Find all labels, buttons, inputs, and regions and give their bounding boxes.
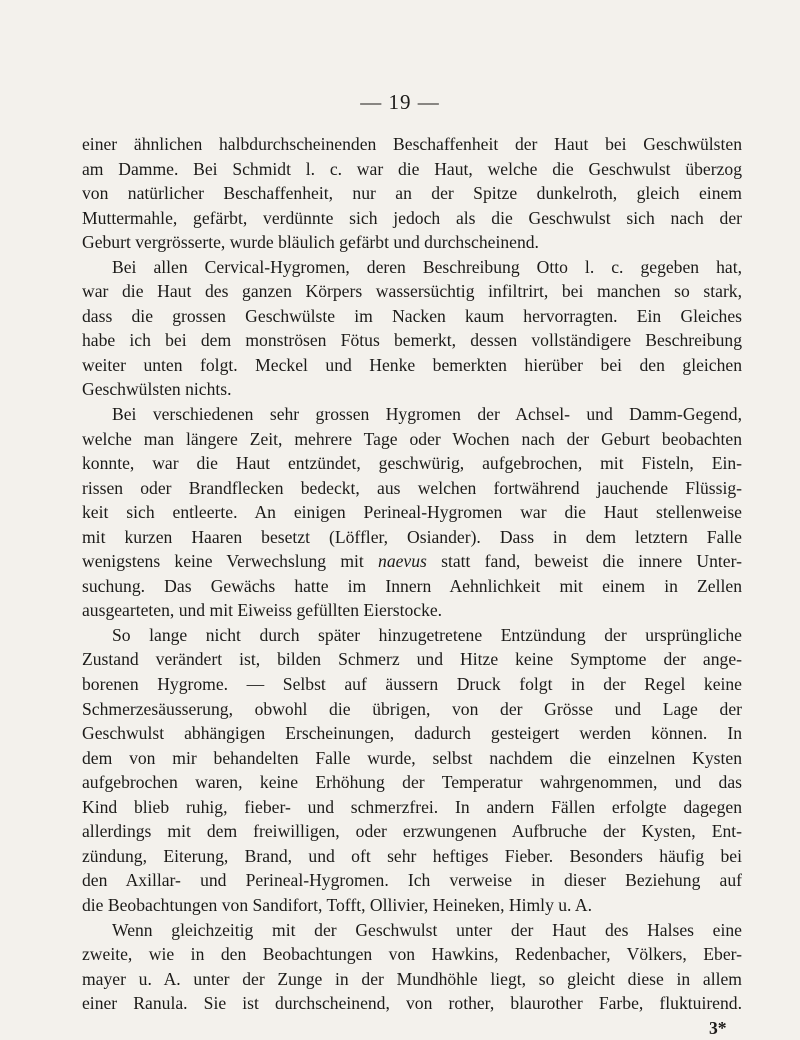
signature-mark: 3* (709, 1017, 727, 1038)
text-line: die Beobachtungen von Sandifort, Tofft, Ollivier, Heineken, Himly u. A. (82, 894, 592, 915)
text-line: Wenn gleichzeitig mit der Geschwulst unter der Haut des Halses eine (112, 919, 742, 940)
text-line: rissen oder Brandflecken bedeckt, aus welchen fortwährend jauchende Flüssig- (82, 477, 742, 498)
text-line: am Damme. Bei Schmidt l. c. war die Haut, welche die Geschwulst überzog (82, 158, 742, 179)
text-line: konnte, war die Haut entzündet, geschwürig, aufgebrochen, mit Fisteln, Ein- (82, 453, 742, 474)
italic-term: naevus (378, 551, 427, 572)
text-line: dass die grossen Geschwülste im Nacken kaum hervorragten. Ein Gleiches (82, 305, 742, 326)
text-line: einer ähnlichen halbdurchscheinenden Beschaffenheit der Haut bei Geschwülsten (82, 134, 742, 154)
text-line: Bei allen Cervical-Hygromen, deren Beschreibung Otto l. c. gegeben hat, (112, 256, 742, 277)
text-line: weiter unten folgt. Meckel und Henke bemerkten hierüber bei den gleichen (82, 354, 742, 375)
text-line: zweite, wie in den Beobachtungen von Hawkins, Redenbacher, Völkers, Eber- (82, 944, 742, 965)
text-line: war die Haut des ganzen Körpers wassersüchtig infiltrirt, bei manchen so stark, (82, 281, 742, 302)
text-line: mayer u. A. unter der Zunge in der Mundhöhle liegt, so gleicht diese in allem (82, 968, 742, 989)
text-segment: statt fand, beweist die innere Unter- (426, 551, 742, 572)
text-line: Geschwülsten nichts. (82, 379, 232, 400)
text-line: einer Ranula. Sie ist durchscheinend, von rother, blaurother Farbe, fluktuirend. (82, 993, 742, 1014)
text-line: Geburt vergrösserte, wurde bläulich gefärbt und durchscheinend. (82, 232, 539, 253)
text-line: Bei verschiedenen sehr grossen Hygromen der Achsel- und Damm-Gegend, (112, 404, 742, 425)
text-line: borenen Hygrome. — Selbst auf äussern Druck folgt in der Regel keine (82, 674, 742, 695)
text-line: dem von mir behandelten Falle wurde, selbst nachdem die einzelnen Kysten (82, 747, 742, 768)
text-line: ausgearteten, und mit Eiweiss gefüllten Eierstocke. (82, 600, 443, 621)
text-line: habe ich bei dem monströsen Fötus bemerkt, dessen vollständigere Beschreibung (82, 330, 742, 351)
text-line: Zustand verändert ist, bilden Schmerz und Hitze keine Symptome der ange- (82, 649, 742, 670)
text-line: Geschwulst abhängigen Erscheinungen, dadurch gesteigert werden können. In (82, 723, 742, 744)
text-line: Kind blieb ruhig, fieber- und schmerzfrei. In andern Fällen erfolgte dagegen (82, 796, 742, 817)
text-line: allerdings mit dem freiwilligen, oder erzwungenen Aufbruche der Kysten, Ent- (82, 821, 742, 842)
text-line: welche man längere Zeit, mehrere Tage oder Wochen nach der Geburt beobachten (82, 428, 742, 449)
page-number: — 19 — (360, 90, 440, 114)
text-line: keit sich entleerte. An einigen Perineal-Hygromen war die Haut stellenweise (82, 502, 742, 523)
text-line: Schmerzesäusserung, obwohl die übrigen, von der Grösse und Lage der (82, 698, 742, 719)
text-line-with-italic (82, 549, 742, 574)
text-line: mit kurzen Haaren besetzt (Löffler, Osiander). Dass in dem letztern Falle (82, 526, 742, 547)
text-line: von natürlicher Beschaffenheit, nur an der Spitze dunkelroth, gleich einem (82, 183, 742, 204)
text-line: zündung, Eiterung, Brand, und oft sehr heftiges Fieber. Besonders häufig bei (82, 845, 742, 866)
text-line: den Axillar- und Perineal-Hygromen. Ich verweise in dieser Beziehung auf (82, 870, 742, 891)
text-line: So lange nicht durch später hinzugetretene Entzündung der ursprüngliche (112, 624, 742, 645)
text-line: suchung. Das Gewächs hatte im Innern Aehnlichkeit mit einem in Zellen (82, 575, 742, 596)
body-text (82, 132, 742, 1040)
text-line: aufgebrochen waren, keine Erhöhung der Temperatur wahrgenommen, und das (82, 772, 742, 793)
text-line: Muttermahle, gefärbt, verdünnte sich jedoch als die Geschwulst sich nach der (82, 207, 742, 228)
text-segment: wenigstens keine Verwechslung mit (82, 551, 379, 572)
